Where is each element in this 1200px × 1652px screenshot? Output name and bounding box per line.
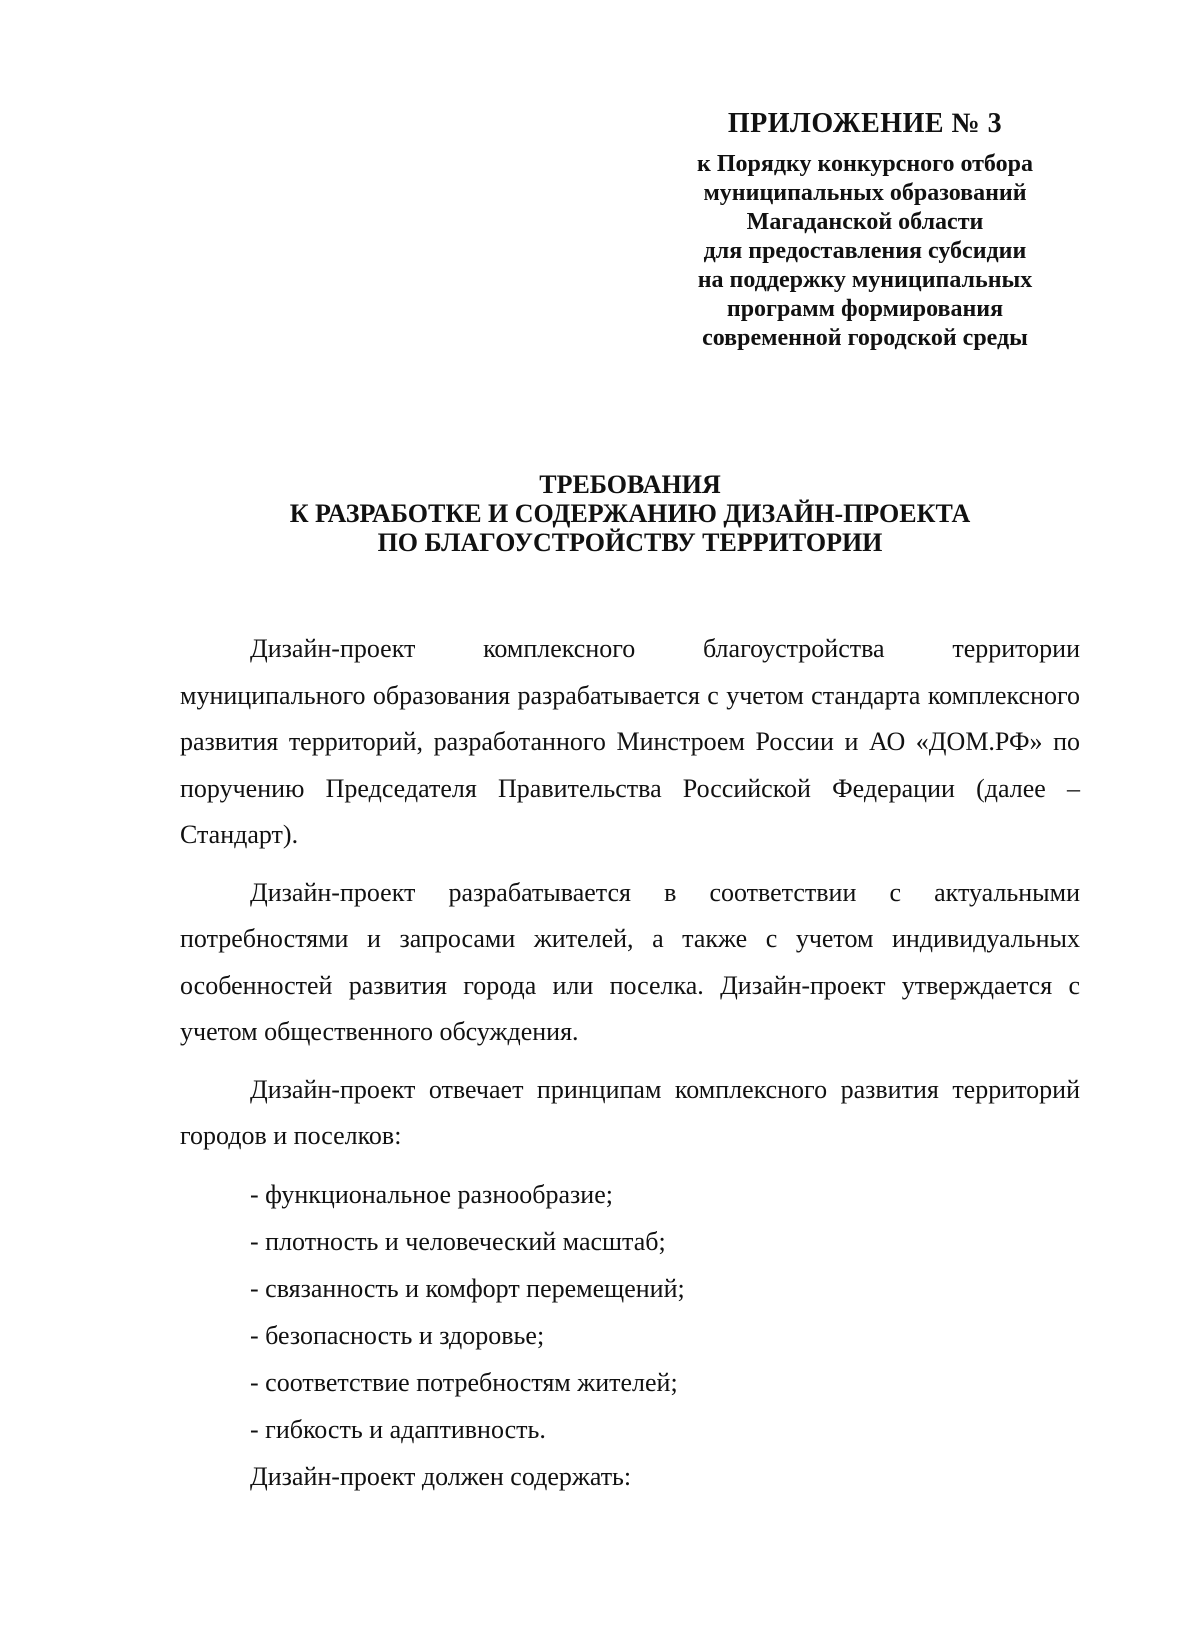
- heading-line: ТРЕБОВАНИЯ: [539, 470, 721, 499]
- appendix-line: Магаданской области: [746, 209, 984, 235]
- appendix-line: на поддержку муниципальных: [697, 267, 1033, 293]
- appendix-title: ПРИЛОЖЕНИЕ № 3: [727, 108, 1003, 139]
- appendix-block: [640, 108, 1090, 353]
- principle-list-item: - плотность и человеческий масштаб;: [250, 1226, 666, 1256]
- principle-list-item: - функциональное разнообразие;: [250, 1179, 613, 1209]
- body-paragraph: Дизайн-проект комплексного благоустройства территории муниципального образования разрабатывается с учетом стандарта комплексного развития территорий, разработанного Минстроем России и АО «ДОМ.РФ» по поручению Председателя Правительства Российской Федерации (далее – Стандарт).: [180, 634, 1080, 849]
- appendix-line: к Порядку конкурсного отбора: [697, 151, 1033, 177]
- appendix-line: современной городской среды: [702, 325, 1028, 351]
- closing-line: Дизайн-проект должен содержать:: [250, 1461, 632, 1491]
- principle-list-item: - связанность и комфорт перемещений;: [250, 1273, 685, 1303]
- principle-list-item: - безопасность и здоровье;: [250, 1320, 545, 1350]
- document-heading: [180, 470, 1080, 557]
- principle-list-item: - гибкость и адаптивность.: [250, 1414, 546, 1444]
- appendix-line: муниципальных образований: [703, 180, 1027, 206]
- appendix-line: программ формирования: [726, 296, 1004, 322]
- body-paragraph: Дизайн-проект разрабатывается в соответствии с актуальными потребностями и запросами жителей, а также с учетом индивидуальных особенностей развития города или поселка. Дизайн-проект утверждается с учетом общественного обсуждения.: [180, 877, 1080, 1046]
- heading-line: К РАЗРАБОТКЕ И СОДЕРЖАНИЮ ДИЗАЙН-ПРОЕКТА: [289, 499, 971, 528]
- heading-line: ПО БЛАГОУСТРОЙСТВУ ТЕРРИТОРИИ: [377, 528, 883, 557]
- body-paragraph: Дизайн-проект отвечает принципам комплексного развития территорий городов и поселков:: [180, 1074, 1080, 1150]
- principle-list-item: - соответствие потребностям жителей;: [250, 1367, 678, 1397]
- appendix-line: для предоставления субсидии: [703, 238, 1027, 264]
- document-body: [180, 626, 1080, 1500]
